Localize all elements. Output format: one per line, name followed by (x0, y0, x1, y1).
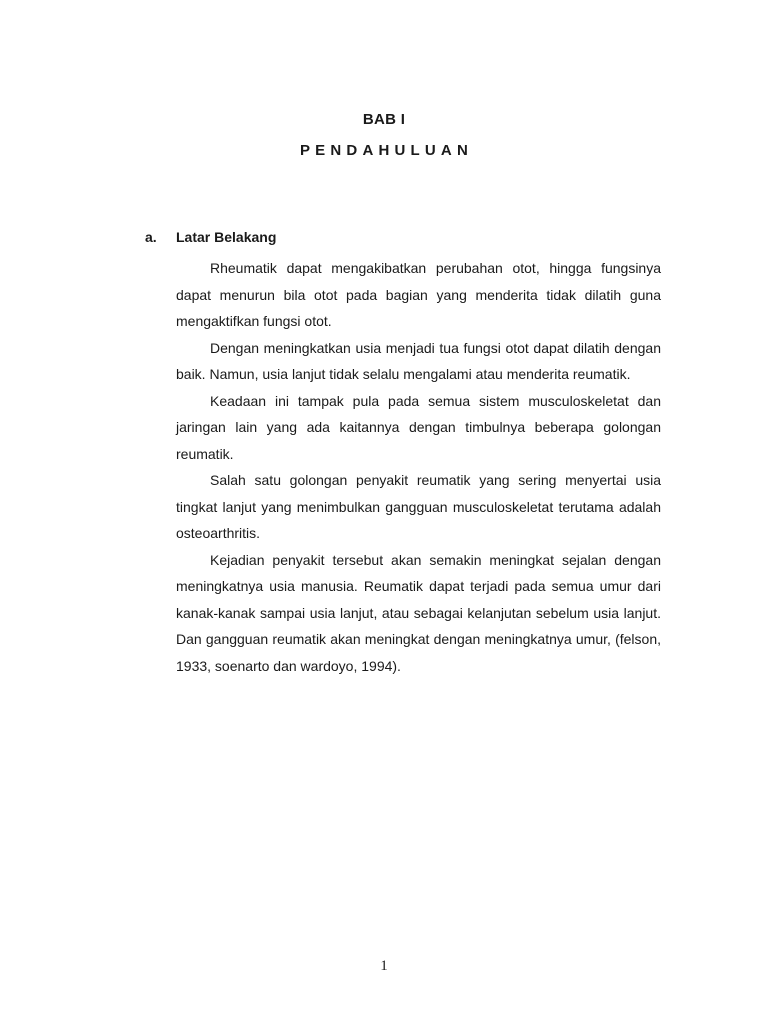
page-number: 1 (380, 958, 388, 974)
paragraph: Kejadian penyakit tersebut akan semakin meningkat sejalan dengan meningkatnya usia manusia. Reumatik dapat terjadi pada semua umur dari kanak-kanak sampai usia lanjut, atau sebagai kelanjutan sebelum usia lanjut. Dan gangguan reumatik akan meningkat dengan meningkatnya umur, (felson, 1933, soenarto dan wardoyo, 1994). (176, 551, 661, 674)
paragraph: Dengan meningkatkan usia menjadi tua fungsi otot dapat dilatih dengan baik. Namun, usia lanjut tidak selalu mengalami atau menderita reumatik. (176, 339, 661, 382)
paragraph: Salah satu golongan penyakit reumatik yang sering menyertai usia tingkat lanjut yang menimbulkan gangguan musculoskeletat terutama adalah osteoarthritis. (176, 472, 661, 541)
paragraph: Keadaan ini tampak pula pada semua sistem musculoskeletat dan jaringan lain yang ada kaitannya dengan timbulnya beberapa golongan reumatik. (176, 392, 661, 462)
body-text (176, 255, 661, 679)
section-marker: a. (145, 229, 157, 245)
chapter-title: PENDAHULUAN (299, 142, 474, 159)
section-title: Latar Belakang (176, 229, 277, 245)
paragraph: Rheumatik dapat mengakibatkan perubahan otot, hingga fungsinya dapat menurun bila otot pada bagian yang menderita tidak dilatih guna mengaktifkan fungsi otot. (176, 260, 661, 329)
chapter-number: BAB I (362, 111, 406, 128)
